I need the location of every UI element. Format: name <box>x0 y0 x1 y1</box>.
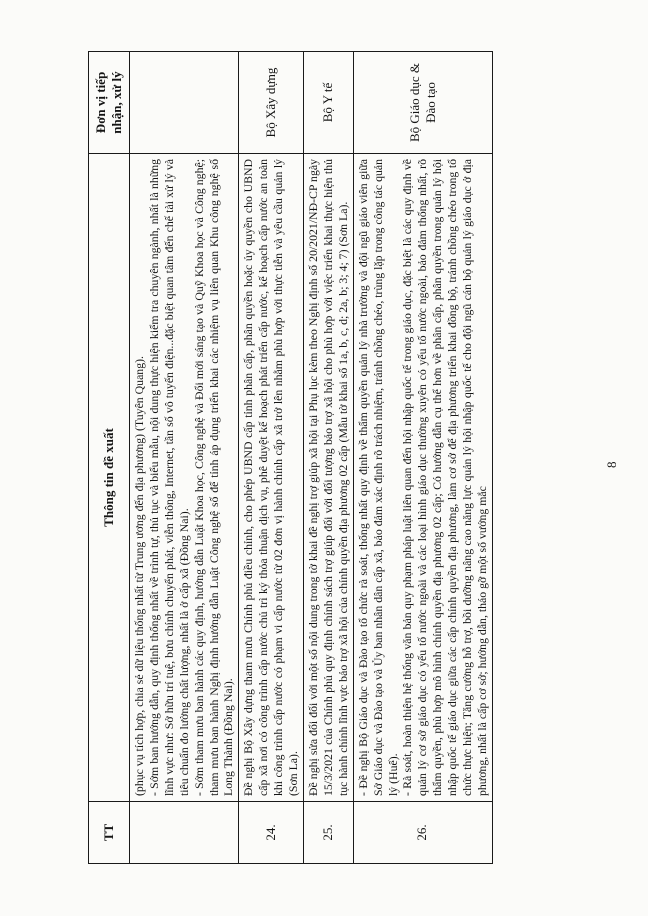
content-line: Đề nghị Bộ Xây dựng tham mưu Chính phủ điều chỉnh, cho phép UBND cấp tỉnh phân cấp, phân quyền hoặc ủy quyền cho UBND cấp xã nơi có công trình cấp nước chủ trì ký thỏa thuận dịch vụ, phê duyệt kế hoạch phát triển cấp nước, kế hoạch cấp nước an toàn khi công trình cấp nước có phạm vi cấp nước từ 02 đơn vị hành chính cấp xã trở lên nhằm phù hợp với thực tiễn và yêu cầu quản lý (Sơn La). <box>241 159 301 796</box>
row-number <box>130 802 239 864</box>
proposal-table <box>88 51 493 864</box>
row-unit: Bộ Giáo dục & Đào tạo <box>353 52 492 154</box>
row-content <box>130 154 239 802</box>
content-line: - Rà soát, hoàn thiện hệ thống văn bản quy phạm pháp luật liên quan đến hội nhập quốc tế trong giáo dục, đặc biệt là các quy định về quản lý cơ sở giáo dục có yếu tố nước ngoài và các loại hình giáo dục thường xuyên có yếu tố nước ngoài, bảo đảm thống nhất, rõ thẩm quyền, phù hợp mô hình chính quyền địa phương 02 cấp; Có hướng dẫn cụ thể hơn về phân cấp, phân quyền trong quản lý hội nhập quốc tế giáo dục giữa các cấp chính quyền địa phương, làm cơ sở để địa phương triển khai đồng bộ, tránh chồng chéo trong tổ chức thực hiện; Tăng cường hỗ trợ, bồi dưỡng nâng cao năng lực quản lý hội nhập quốc tế cho đội ngũ cán bộ quản lý giáo dục ở địa phương, nhất là cấp cơ sở; hướng dẫn, tháo gỡ một số vướng mắc <box>400 159 489 796</box>
row-unit <box>130 52 239 154</box>
table-header-row <box>89 52 130 864</box>
header-info: Thông tin đề xuất <box>89 154 130 802</box>
table-row <box>353 52 492 864</box>
page-number: 8 <box>604 461 619 468</box>
content-line: - Sớm tham mưu ban hành các quy định, hướng dẫn Luật Khoa học, Công nghệ và Đổi mới sáng tạo và Quỹ Khoa học và Công nghệ; tham mưu ban hành Nghị định hướng dẫn Luật Công nghệ số để tỉnh áp dụng triển khai các nhiệm vụ liên quan Khu công nghệ số Long Thành (Đồng Nai). <box>191 159 236 796</box>
content-line: Đề nghị sửa đổi đối với một số nội dung trong tờ khai đề nghị trợ giúp xã hội tại Phụ lục kèm theo Nghị định số 20/2021/NĐ-CP ngày 15/3/2021 của Chính phủ quy định chính sách trợ giúp đối với đối tượng bảo trợ xã hội cho phù hợp với việc triển khai thực hiện thủ tục hành chính lĩnh vực bảo trợ xã hội của chính quyền địa phương 02 cấp (Mẫu tờ khai số 1a, b, c, d; 2a, b; 3; 4; 7) (Sơn La). <box>305 159 350 796</box>
header-tt: TT <box>89 802 130 864</box>
table-row <box>303 52 353 864</box>
row-unit: Bộ Xây dựng <box>239 52 304 154</box>
row-number: 25. <box>303 802 353 864</box>
row-content <box>303 154 353 802</box>
row-number: 26. <box>353 802 492 864</box>
content-line: (phục vụ tích hợp, chia sẻ dữ liệu thống nhất từ Trung ương đến địa phương) (Tuyên Quang). <box>132 356 146 796</box>
row-content <box>239 154 304 802</box>
table-row <box>130 52 239 864</box>
row-unit: Bộ Y tế <box>303 52 353 154</box>
row-number: 24. <box>239 802 304 864</box>
content-line: - Đề nghị Bộ Giáo dục và Đào tạo tổ chức rà soát, thống nhất quy định về thẩm quyền quản lý nhà trường và đội ngũ giáo viên giữa Sở Giáo dục và Đào tạo và Ủy ban nhân dân cấp xã, bảo đảm xác định rõ trách nhiệm, tránh chồng chéo, trùng lặp trong công tác quản lý (Huế). <box>355 159 400 796</box>
table-row <box>239 52 304 864</box>
content-line: - Sớm ban hướng dẫn, quy định thống nhất về trình tự, thủ tục và biểu mẫu, nội dung thực hiện kiểm tra chuyên ngành, nhất là những lĩnh vực như: Sở hữu trí tuệ, bưu chính chuyển phát, viễn thông, Internet, tần số vô tuyến điện...đặc biệt quan tâm đến chế tài xử lý và tiêu chuẩn đo lường chất lượng, nhất là ở cấp xã (Đồng Nai). <box>146 159 191 796</box>
row-content <box>353 154 492 802</box>
header-unit: Đơn vị tiếp nhận, xử lý <box>89 52 130 154</box>
